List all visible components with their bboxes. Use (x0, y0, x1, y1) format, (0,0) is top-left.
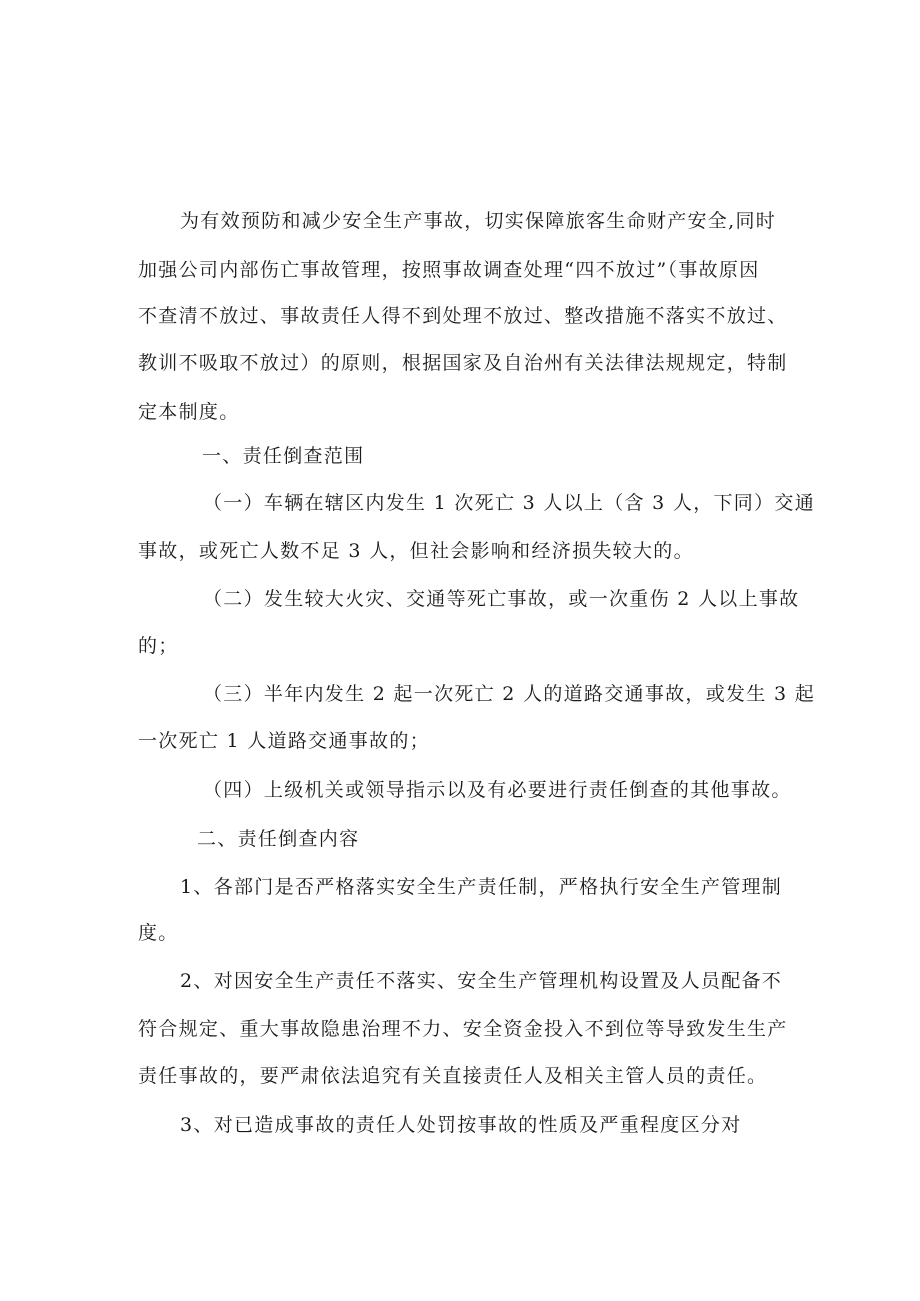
scope-item-4-line-1: （四）上级机关或领导指示以及有必要进行责任倒查的其他事故。 (203, 779, 792, 801)
scope-item-3-line-2: 一次死亡 1 人道路交通事故的； (138, 730, 430, 752)
scope-item-2-line-1: （二）发生较大火灾、交通等死亡事故，或一次重伤 2 人以上事故 (203, 588, 800, 610)
section-heading-scope: 一、责任倒查范围 (202, 445, 365, 467)
intro-paragraph-line-1: 为有效预防和减少安全生产事故，切实保障旅客生命财产安全,同时 (180, 210, 777, 232)
scope-item-2-line-2: 的； (138, 635, 179, 657)
scope-item-1-line-2: 事故，或死亡人数不足 3 人，但社会影响和经济损失较大的。 (138, 540, 694, 562)
intro-paragraph-line-4: 教训不吸取不放过）的原则，根据国家及自治州有关法律法规规定，特制 (138, 352, 788, 374)
scope-item-3-line-1: （三）半年内发生 2 起一次死亡 2 人的道路交通事故，或发生 3 起 (203, 683, 816, 705)
scope-item-1-line-1: （一）车辆在辖区内发生 1 次死亡 3 人以上（含 3 人，下同）交通 (203, 492, 816, 514)
intro-paragraph-line-5: 定本制度。 (138, 401, 240, 423)
content-item-1-line-2: 度。 (138, 922, 179, 944)
content-item-2-line-3: 责任事故的，要严肃依法追究有关直接责任人及相关主管人员的责任。 (138, 1065, 768, 1087)
content-item-2-line-1: 2、对因安全生产责任不落实、安全生产管理机构设置及人员配备不 (180, 970, 783, 992)
content-item-2-line-2: 符合规定、重大事故隐患治理不力、安全资金投入不到位等导致发生生产 (138, 1018, 788, 1040)
intro-paragraph-line-3: 不查清不放过、事故责任人得不到处理不放过、整改措施不落实不放过、 (138, 305, 788, 327)
intro-paragraph-line-2: 加强公司内部伤亡事故管理，按照事故调查处理“四不放过”（事故原因 (138, 259, 760, 281)
content-item-1-line-1: 1、各部门是否严格落实安全生产责任制，严格执行安全生产管理制 (180, 876, 783, 898)
content-item-3-line-1: 3、对已造成事故的责任人处罚按事故的性质及严重程度区分对 (180, 1114, 742, 1136)
section-heading-content: 二、责任倒查内容 (197, 828, 360, 850)
